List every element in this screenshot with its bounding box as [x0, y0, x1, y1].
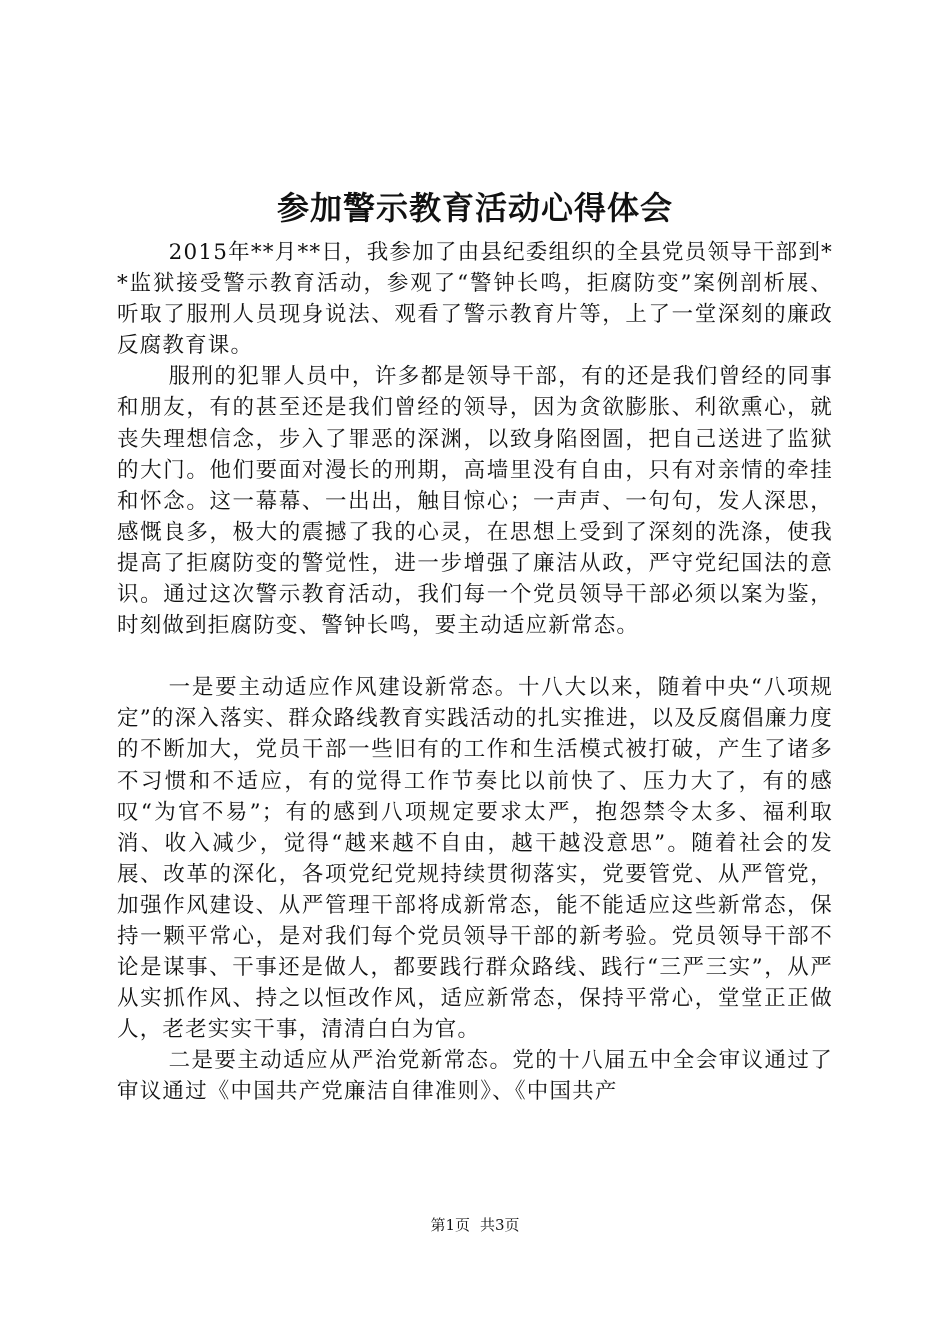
page-footer — [0, 1215, 950, 1235]
page-total: 共3页 — [480, 1216, 520, 1234]
page-number: 第1页 — [430, 1216, 470, 1234]
document-title: 参加警示教育活动心得体会 — [276, 189, 673, 227]
paragraph-point-one: 一是要主动适应作风建设新常态。十八大以来，随着中央“八项规定”的深入落实、群众路线教育实践活动的扎实推进，以及反腐倡廉力度的不断加大，党员干部一些旧有的工作和生活模式被打破，产生了诸多不习惯和不适应，有的觉得工作节奏比以前快了、压力大了，有的感叹“为官不易”；有的感到八项规定要求太严，抱怨禁令太多、福利取消、收入减少，觉得“越来越不自由，越干越没意思”。随着社会的发展、改革的深化，各项党纪党规持续贯彻落实，党要管党、从严管党，加强作风建设、从严管理干部将成新常态，能不能适应这些新常态，保持一颗平常心，是对我们每个党员领导干部的新考验。党员领导干部不论是谋事、干事还是做人，都要践行群众路线、践行“三严三实”，从严从实抓作风、持之以恒改作风，适应新常态，保持平常心，堂堂正正做人，老老实实干事，清清白白为官。 — [117, 675, 833, 1043]
paragraph-point-two: 二是要主动适应从严治党新常态。党的十八届五中全会审议通过了审议通过《中国共产党廉洁自律准则》、《中国共产 — [117, 1048, 833, 1105]
document-body — [117, 237, 833, 1108]
paragraph-spacer — [117, 641, 833, 672]
paragraph-reflection: 服刑的犯罪人员中，许多都是领导干部，有的还是我们曾经的同事和朋友，有的甚至还是我们曾经的领导，因为贪欲膨胀、利欲熏心，就丧失理想信念，步入了罪恶的深渊，以致身陷囹圄，把自己送进了监狱的大门。他们要面对漫长的刑期，高墙里没有自由，只有对亲情的牵挂和怀念。这一幕幕、一出出，触目惊心；一声声、一句句，发人深思，感慨良多，极大的震撼了我的心灵，在思想上受到了深刻的洗涤，使我提高了拒腐防变的警觉性，进一步增强了廉洁从政，严守党纪国法的意识。通过这次警示教育活动，我们每一个党员领导干部必须以案为鉴，时刻做到拒腐防变、警钟长鸣，要主动适应新常态。 — [117, 364, 833, 639]
paragraph-intro: 2015年**月**日，我参加了由县纪委组织的全县党员领导干部到**监狱接受警示教育活动，参观了“警钟长鸣，拒腐防变”案例剖析展、听取了服刑人员现身说法、观看了警示教育片等，上了一堂深刻的廉政反腐教育课。 — [117, 240, 833, 359]
